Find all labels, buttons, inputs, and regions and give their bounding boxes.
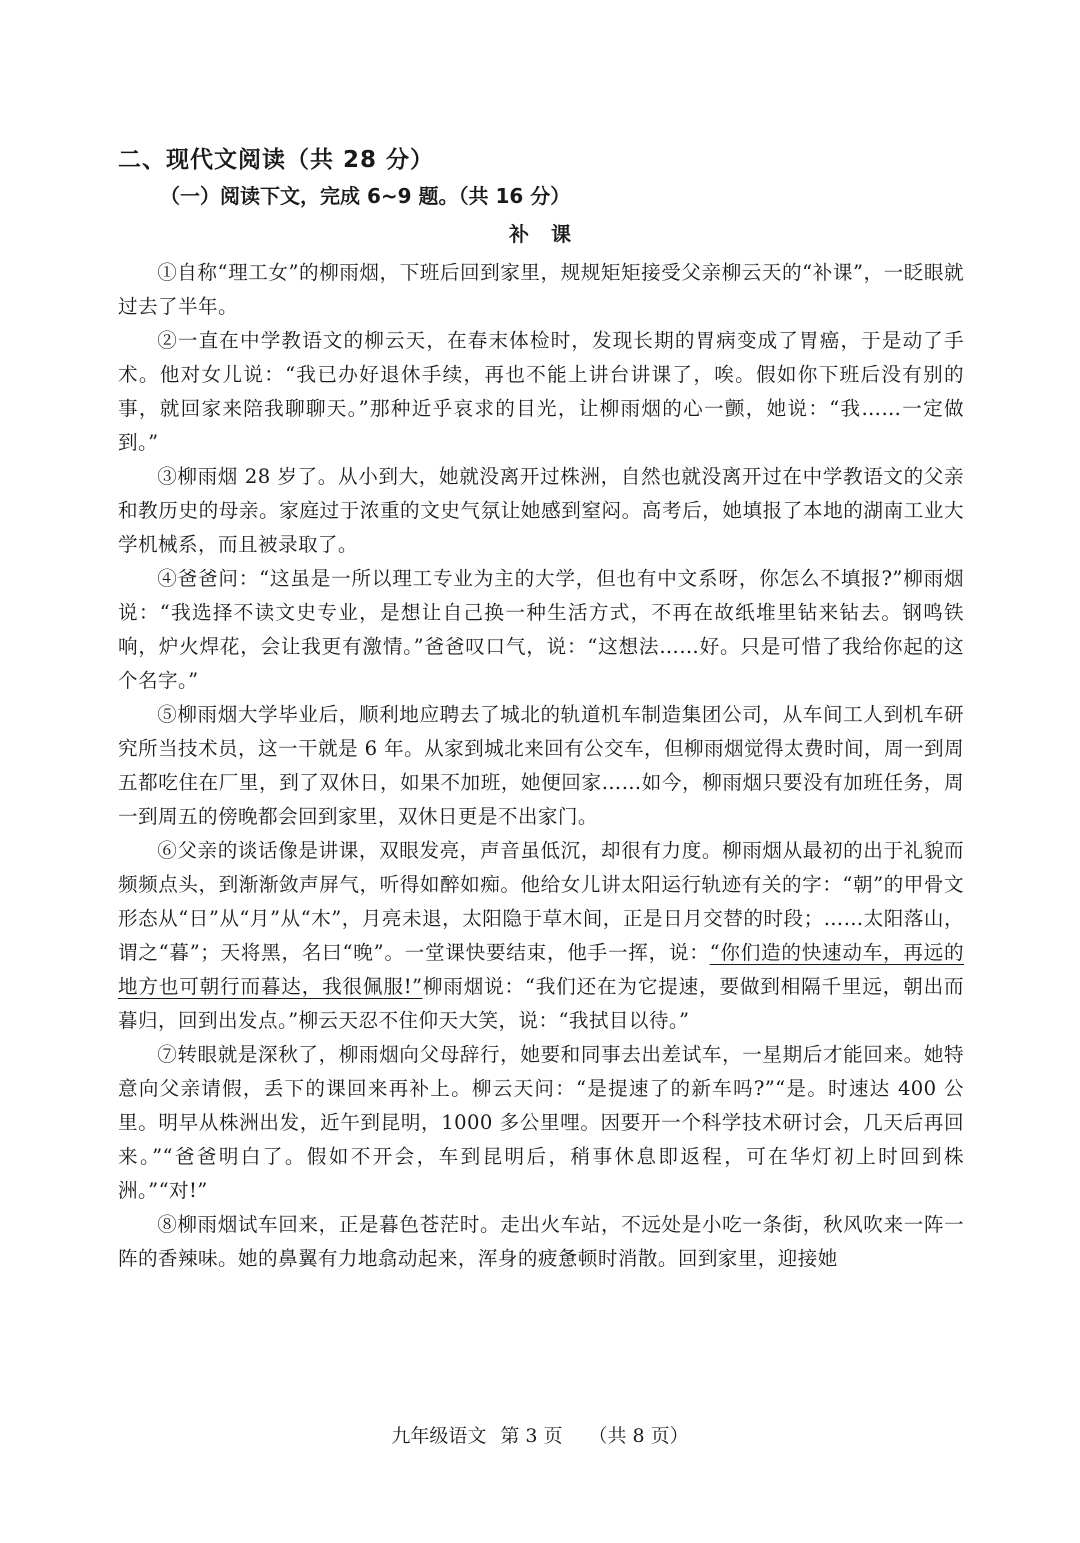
footer-page-number: 第 3 页 <box>500 1425 563 1447</box>
paragraph-3: ③柳雨烟 28 岁了。从小到大，她就没离开过株洲，自然也就没离开过在中学教语文的父亲和教历史的母亲。家庭过于浓重的文史气氛让她感到窒闷。高考后，她填报了本地的湖南工业大学机械系，而且被录取了。 <box>118 465 964 556</box>
section-subtitle: （一）阅读下文，完成 6~9 题。（共 16 分） <box>160 184 571 208</box>
paragraph-6-text-before: ⑥父亲的谈话像是讲课，双眼发亮，声音虽低沉，却很有力度。柳雨烟从最初的出于礼貌而频频点头，到渐渐敛声屏气，听得如醉如痴。他给女儿讲太阳运行轨迹有关的字：“朝”的甲骨文形态从“日”从“月”从“木”，月亮未退，太阳隐于草木间，正是日月交替的时段；……太阳落山，谓之“暮”；天将黑，名曰“晚”。一堂课快要结束，他手一挥，说： <box>118 839 964 964</box>
paragraph-1: ①自称“理工女”的柳雨烟，下班后回到家里，规规矩矩接受父亲柳云天的“补课”，一眨眼就过去了半年。 <box>118 261 964 318</box>
footer-subject: 九年级语文 <box>391 1425 487 1447</box>
paragraph-6 <box>118 834 964 1038</box>
page-footer <box>0 1421 1080 1448</box>
footer-total-pages: （共 8 页） <box>588 1425 689 1447</box>
paragraph-7: ⑦转眼就是深秋了，柳雨烟向父母辞行，她要和同事去出差试车，一星期后才能回来。她特意向父亲请假，丢下的课回来再补上。柳云天问：“是提速了的新车吗?”“是。时速达 400 公里。明早从株洲出发，近午到昆明，1000 多公里哩。因要开一个科学技术研讨会，几天后再回来。”“爸爸明白了。假如不开会，车到昆明后，稍事休息即返程，可在华灯初上时回到株洲。”“对!” <box>118 1043 964 1202</box>
paragraph-8: ⑧柳雨烟试车回来，正是暮色苍茫时。走出火车站，不远处是小吃一条街，秋风吹来一阵一阵的香辣味。她的鼻翼有力地翕动起来，浑身的疲惫顿时消散。回到家里，迎接她 <box>118 1213 964 1270</box>
paragraph-4: ④爸爸问：“这虽是一所以理工专业为主的大学，但也有中文系呀，你怎么不填报?”柳雨烟说：“我选择不读文史专业，是想让自己换一种生活方式，不再在故纸堆里钻来钻去。钢鸣铁响，炉火焊花，会让我更有激情。”爸爸叹口气，说：“这想法……好。只是可惜了我给你起的这个名字。” <box>118 567 964 692</box>
paragraph-6-text-after: 柳雨烟说：“我们还在为它提速，要做到相隔千里远，朝出而暮归，回到出发点。”柳云天忍不住仰天大笑，说：“我拭目以待。” <box>118 975 964 1032</box>
article-body <box>118 256 964 1276</box>
article-title: 补课 <box>509 222 593 246</box>
underlined-sentence: “你们造的快速动车，再远的地方也可朝行而暮达，我很佩服!” <box>118 941 965 998</box>
paragraph-2: ②一直在中学教语文的柳云天，在春末体检时，发现长期的胃病变成了胃癌，于是动了手术。他对女儿说：“我已办好退休手续，再也不能上讲台讲课了，唉。假如你下班后没有别的事，就回家来陪我聊聊天。”那种近乎哀求的目光，让柳雨烟的心一颤，她说：“我……一定做到。” <box>118 329 964 454</box>
paragraph-5: ⑤柳雨烟大学毕业后，顺利地应聘去了城北的轨道机车制造集团公司，从车间工人到机车研究所当技术员，这一干就是 6 年。从家到城北来回有公交车，但柳雨烟觉得太费时间，周一到周五都吃住在厂里，到了双休日，如果不加班，她便回家……如今，柳雨烟只要没有加班任务，周一到周五的傍晚都会回到家里，双休日更是不出家门。 <box>118 703 964 828</box>
section-title: 二、现代文阅读（共 28 分） <box>118 147 435 173</box>
